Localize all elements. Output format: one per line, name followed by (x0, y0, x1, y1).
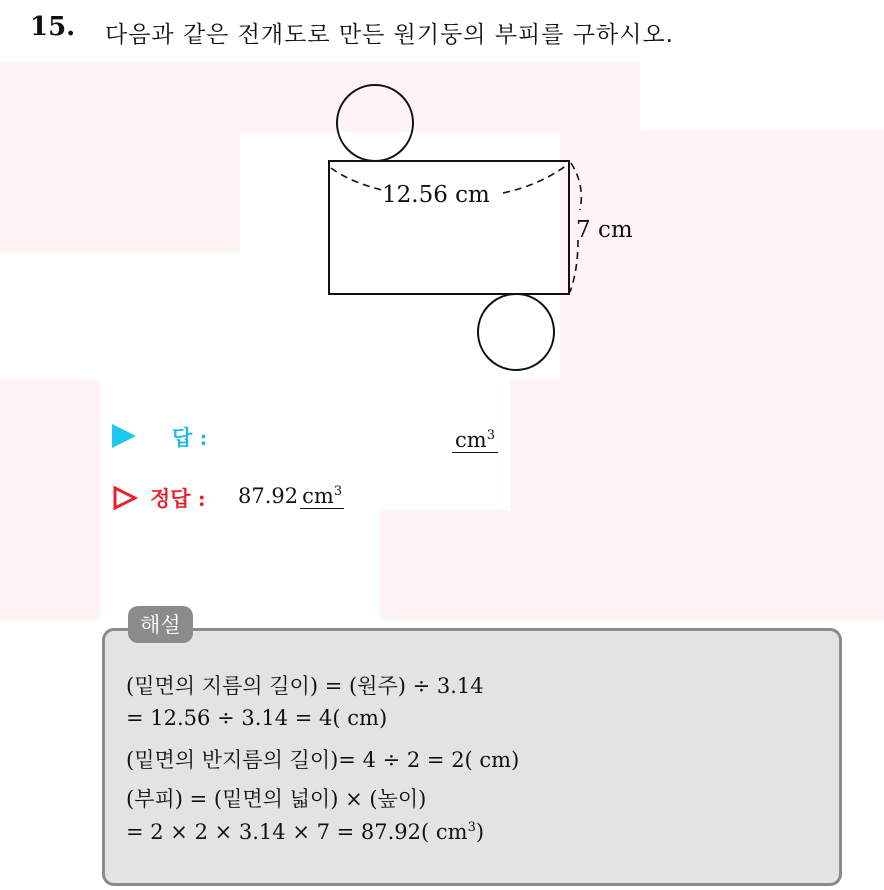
background-block (0, 380, 100, 620)
top-base-circle (337, 85, 413, 161)
width-dimension-right (503, 165, 567, 193)
solution-line-last (126, 820, 484, 844)
solution-line: (밑면의 반지름의 길이)= 4 ÷ 2 = 2( cm) (126, 748, 520, 772)
correct-unit-exponent: 3 (333, 484, 343, 499)
answer-label: 답 : (172, 425, 208, 450)
height-label: 7 cm (576, 217, 633, 243)
answer-unit: cm (455, 428, 487, 452)
correct-arrow-icon (112, 485, 138, 511)
correct-value: 87.92 (238, 484, 299, 508)
solution-line: (부피) = (밑면의 넓이) × (높이) (126, 787, 427, 811)
bottom-base-circle (478, 294, 554, 370)
solution-line: = 12.56 ÷ 3.14 = 4( cm) (126, 706, 388, 730)
solution-line-tail: ) (475, 820, 485, 844)
background-block (380, 510, 884, 620)
cylinder-net-figure (0, 0, 884, 400)
width-dimension-left (331, 168, 382, 190)
height-dimension-lower (570, 240, 578, 292)
answer-unit-exponent: 3 (486, 428, 495, 443)
question-text: 다음과 같은 전개도로 만든 원기둥의 부피를 구하시오. (105, 22, 674, 48)
correct-value-wrap (238, 484, 344, 508)
question-number: 15. (30, 12, 76, 42)
solution-exponent: 3 (467, 820, 476, 835)
correct-unit-wrap (300, 484, 344, 509)
side-rectangle (329, 161, 569, 294)
correct-label: 정답 : (150, 486, 206, 511)
height-dimension-upper (571, 163, 581, 210)
correct-unit: cm (302, 484, 334, 508)
answer-arrow-icon (112, 424, 136, 448)
solution-tag: 해설 (128, 606, 193, 643)
solution-line: (밑면의 지름의 길이) = (원주) ÷ 3.14 (126, 674, 484, 698)
width-label: 12.56 cm (382, 182, 490, 208)
solution-line: = 2 × 2 × 3.14 × 7 = 87.92( cm (126, 820, 468, 844)
answer-blank-unit[interactable] (452, 424, 498, 453)
